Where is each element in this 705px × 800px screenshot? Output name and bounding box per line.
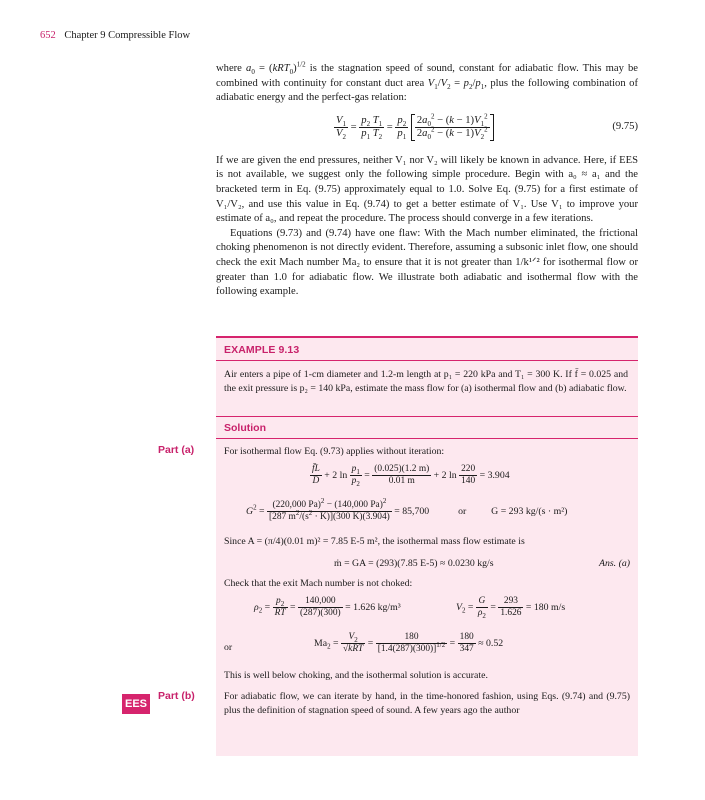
- or-label: or: [224, 642, 233, 653]
- example-box: [216, 336, 638, 756]
- area-line: Since A = (π/4)(0.01 m)² = 7.85 E-5 m², the isothermal mass flow estimate is: [224, 536, 525, 547]
- divider: [216, 438, 638, 439]
- part-b-text: For adiabatic flow, we can iterate by hand, in the time-honored fashion, using Eqs. (9.74) and (9.75) plus the definition of stagnation speed of sound. A few years ago the author: [224, 691, 630, 716]
- answer-a: Ans. (a): [598, 558, 630, 569]
- part-a-label: Part (a): [158, 444, 195, 456]
- running-header: [40, 30, 190, 41]
- example-title: EXAMPLE 9.13: [224, 344, 300, 356]
- divider: [216, 416, 638, 417]
- isothermal-intro: For isothermal flow Eq. (9.73) applies without iteration:: [224, 446, 445, 457]
- page-number: 652: [40, 30, 56, 41]
- equation-Ma2: $Ma_2$ = $\frac{V_2}{\text{√kRT}}$ = $\frac{180}{[1.4(287)(300)]^{1/2}}$ = $\frac{180}{347}$ ≈ 0.52: [314, 632, 504, 654]
- ees-badge: EES: [122, 694, 150, 714]
- equation-9-75: $\frac{V_1}{V_2}$ = $\frac{p_2 T_1}{p_1 T_2}$ = $\frac{p_2}{p_1}$ $\frac{2a_0^2 - (k - 1)V_1^2}{2a_0^2 - (k - 1)V_2^2}$ (9.75): [336, 112, 638, 141]
- divider: [216, 360, 638, 361]
- conclusion-line: This is well below choking, and the isothermal solution is accurate.: [224, 670, 488, 681]
- check-line: Check that the exit Mach number is not choked:: [224, 578, 413, 589]
- equation-number: (9.75): [612, 120, 638, 132]
- paragraph-2: If we are given the end pressures, neither V₁ nor V₂ will likely be known in advance. Here, if EES is not available, we suggest only the following simple procedure. Begin with a₀ ≈ a₁ and the bracketed term in Eq. (9.75) approximately equal to 1.0. Solve Eq. (9.75) for a first estimate of V₁/V₂, and use this value in Eq. (9.74) to get a better estimate of V₁. Use V₁ to improve your estimate of a₀, and repeat the procedure. The process should converge in a few iterations.: [216, 154, 638, 225]
- example-top-rule: [216, 336, 638, 338]
- chapter-title: Chapter 9 Compressible Flow: [64, 30, 191, 41]
- paragraph-3: Equations (9.73) and (9.74) have one flaw: With the Mach number eliminated, the frictional choking phenomenon is not directly evident. Therefore, assuming a subsonic inlet flow, one should check the exit Mach number Ma₂ to ensure that it is not greater than 1/k¹ᐟ² for isothermal flow or greater than 1.0 for adiabatic flow. We illustrate both adiabatic and isothermal flow with the following example.: [216, 227, 638, 298]
- part-b-label: Part (b): [158, 690, 195, 702]
- paragraph-1: where $a_0 = (kRT_0)^{1/2}$ is the stagnation speed of sound, constant for adiabatic flow. This may be combined with continuity for constant duct area $V_1/V_2 = p_2/p_1$, plus the following combination of adiabatic energy and the perfect-gas relation:: [216, 60, 638, 104]
- example-problem: Air enters a pipe of 1-cm diameter and 1.2-m length at p₁ = 220 kPa and T₁ = 300 K. If f̄ = 0.025 and the exit pressure is p₂ = 140 kPa, estimate the mass flow for (a) isothermal flow and (b) adiabatic flow.: [224, 369, 628, 394]
- equation-V2: $V_2$ = $\frac{G}{\rho_2}$ = $\frac{293}{1.626}$ = 180 m/s: [456, 596, 566, 620]
- solution-heading: Solution: [224, 422, 266, 434]
- equation-G-squared: $G^2$ = $\frac{(220,000 Pa)^2 - (140,000 Pa)^2}{[287 m^2/(s^2 \cdot K)](300 K)(3.904)}$ = 85,700 or G = 293 kg/(s · m²): [246, 496, 568, 522]
- body-text: [216, 62, 638, 300]
- mass-flow-line: ṁ = GA = (293)(7.85 E-5) ≈ 0.0230 kg/s: [334, 558, 494, 569]
- equation-fL-over-D: $\frac{f̄L}{D}$ + 2 ln $\frac{p_1}{p_2}$ = $\frac{(0.025)(1.2 m)}{0.01 m}$ + 2 ln $\frac{220}{140}$ = 3.904: [312, 464, 510, 488]
- equation-rho2: $\rho_2$ = $\frac{p_2}{RT}$ = $\frac{140,000}{(287)(300)}$ = 1.626 kg/m³: [254, 596, 401, 618]
